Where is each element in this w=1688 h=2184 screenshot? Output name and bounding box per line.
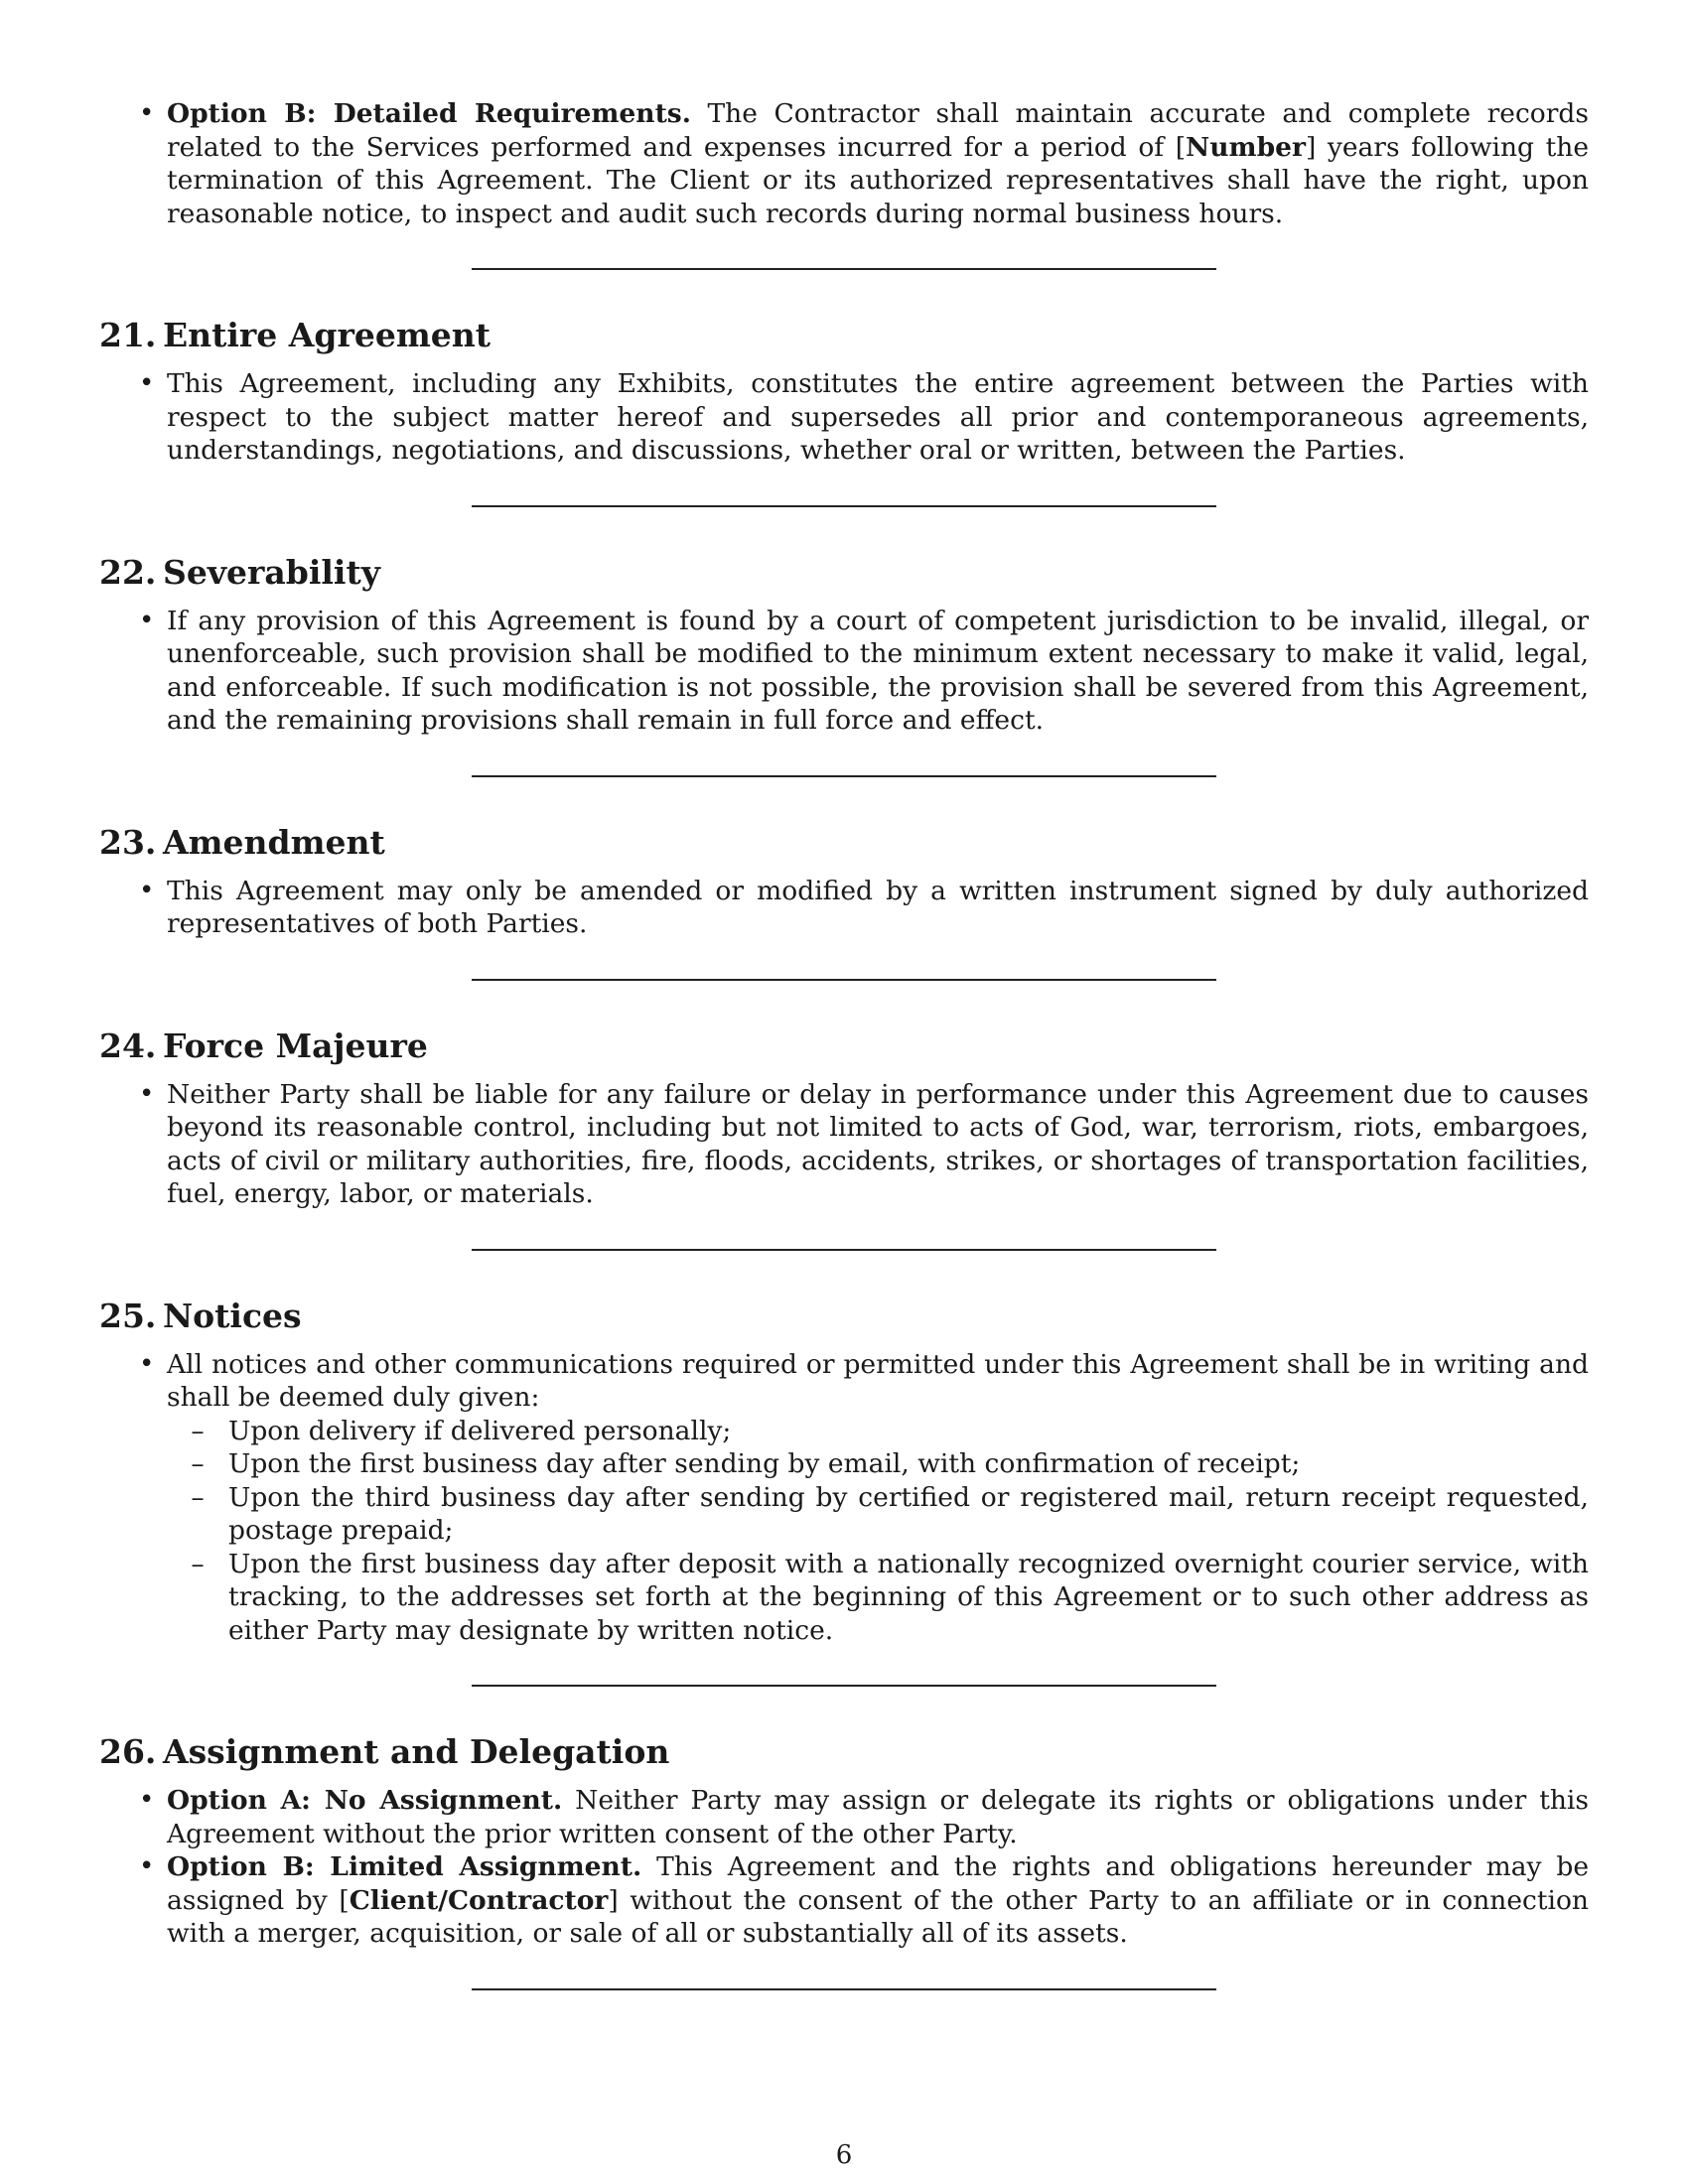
bullet-marker: • bbox=[139, 605, 155, 635]
section-21-text: This Agreement, including any Exhibits, constitutes the entire agreement between the Parties with respect to the subject matter hereof and supersedes all prior and contemporaneous agreements, understandings, negotiations, and discussions, whether oral or written, between the Parties. bbox=[167, 368, 1589, 466]
section-23-list bbox=[99, 875, 1589, 941]
records-option-b-paragraph: Option B: Detailed Requirements. The Contractor shall maintain accurate and complete records related to the Services performed and expenses incurred for a period of [Number] years following the termination of this Agreement. The Client or its authorized representatives shall have the right, upon reasonable notice, to inspect and audit such records during normal business hours. bbox=[167, 98, 1590, 229]
option-lead: Option A: No Assignment. bbox=[167, 1785, 563, 1816]
list-item bbox=[99, 97, 1589, 230]
section-heading-25: 25. Notices bbox=[99, 1296, 302, 1335]
list-item bbox=[99, 1784, 1589, 1850]
bullet-marker: • bbox=[139, 875, 155, 905]
list-item: – Upon the third business day after sending by certified or registered mail, return receipt requested, postage prepaid; bbox=[191, 1481, 1589, 1546]
bullet-marker: • bbox=[139, 98, 155, 128]
list-item bbox=[99, 875, 1589, 941]
section-26-list bbox=[99, 1784, 1589, 1951]
section-26-option-b: Option B: Limited Assignment. This Agreement and the rights and obligations hereunder may be assigned by [Client/Contractor] without the consent of the other Party to an affiliate or in connection with a merger, acquisition, or sale of all or substantially all of its assets. bbox=[167, 1851, 1589, 1949]
bullet-marker: • bbox=[139, 1348, 155, 1379]
section-heading-24: 24. Force Majeure bbox=[99, 1025, 428, 1065]
section-24-text: Neither Party shall be liable for any failure or delay in performance under this Agreement due to causes beyond its reasonable control, including but not limited to acts of God, war, terrorism, riots, embargoes, acts of civil or military authorities, fire, floods, accidents, strikes, or shortages of transportation facilities, fuel, energy, labor, or materials. bbox=[167, 1078, 1589, 1209]
list-item bbox=[99, 605, 1589, 738]
section-25-text: All notices and other communications required or permitted under this Agreement shall be in writing and shall be deemed duly given: bbox=[167, 1348, 1589, 1413]
bullet-marker: • bbox=[139, 368, 155, 398]
section-heading-21: 21. Entire Agreement bbox=[99, 316, 491, 354]
option-lead: Option B: Limited Assignment. bbox=[167, 1851, 642, 1882]
section-heading-26: 26. Assignment and Delegation bbox=[99, 1732, 670, 1771]
section-21-list bbox=[99, 367, 1589, 468]
list-item bbox=[99, 1348, 1589, 1648]
section-22-text: If any provision of this Agreement is found by a court of competent jurisdiction to be invalid, illegal, or unenforceable, such provision shall be modified to the minimum extent necessary to make it valid, legal, and enforceable. If such modification is not possible, the provision shall be severed from this Agreement, and the remaining provisions shall remain in full force and effect. bbox=[167, 605, 1589, 736]
section-22-list bbox=[99, 605, 1589, 738]
page-number: 6 bbox=[835, 2140, 853, 2170]
section-26-option-a: Option A: No Assignment. Neither Party may assign or delegate its rights or obligations under this Agreement without the prior written consent of the other Party. bbox=[167, 1785, 1589, 1849]
list-item bbox=[99, 1078, 1589, 1211]
notice-methods-list bbox=[167, 1415, 1589, 1648]
list-item: – Upon delivery if delivered personally; bbox=[191, 1415, 732, 1446]
bullet-marker: • bbox=[139, 1851, 155, 1881]
list-item bbox=[99, 1850, 1589, 1951]
section-heading-23: 23. Amendment bbox=[99, 822, 385, 862]
section-25-list bbox=[99, 1348, 1589, 1648]
records-option-list bbox=[99, 97, 1589, 230]
list-item: – Upon the first business day after sending by email, with confirmation of receipt; bbox=[191, 1448, 1301, 1479]
section-23-text: This Agreement may only be amended or modified by a written instrument signed by duly authorized representatives of both Parties. bbox=[167, 875, 1589, 939]
bullet-marker: • bbox=[139, 1785, 155, 1815]
list-item bbox=[99, 367, 1589, 468]
bullet-marker: • bbox=[139, 1078, 155, 1109]
placeholder: Number bbox=[1186, 131, 1306, 163]
section-24-list bbox=[99, 1078, 1589, 1211]
section-divider bbox=[472, 1988, 1216, 1990]
page-content bbox=[99, 97, 1589, 1990]
option-lead: Option B: Detailed Requirements. bbox=[167, 98, 691, 129]
section-heading-22: 22. Severability bbox=[99, 552, 380, 592]
placeholder: Client/Contractor bbox=[349, 1884, 609, 1916]
list-item: – Upon the first business day after deposit with a nationally recognized overnight courier service, with tracking, to the addresses set forth at the beginning of this Agreement or to such other address as either Party may designate by written notice. bbox=[191, 1548, 1589, 1646]
